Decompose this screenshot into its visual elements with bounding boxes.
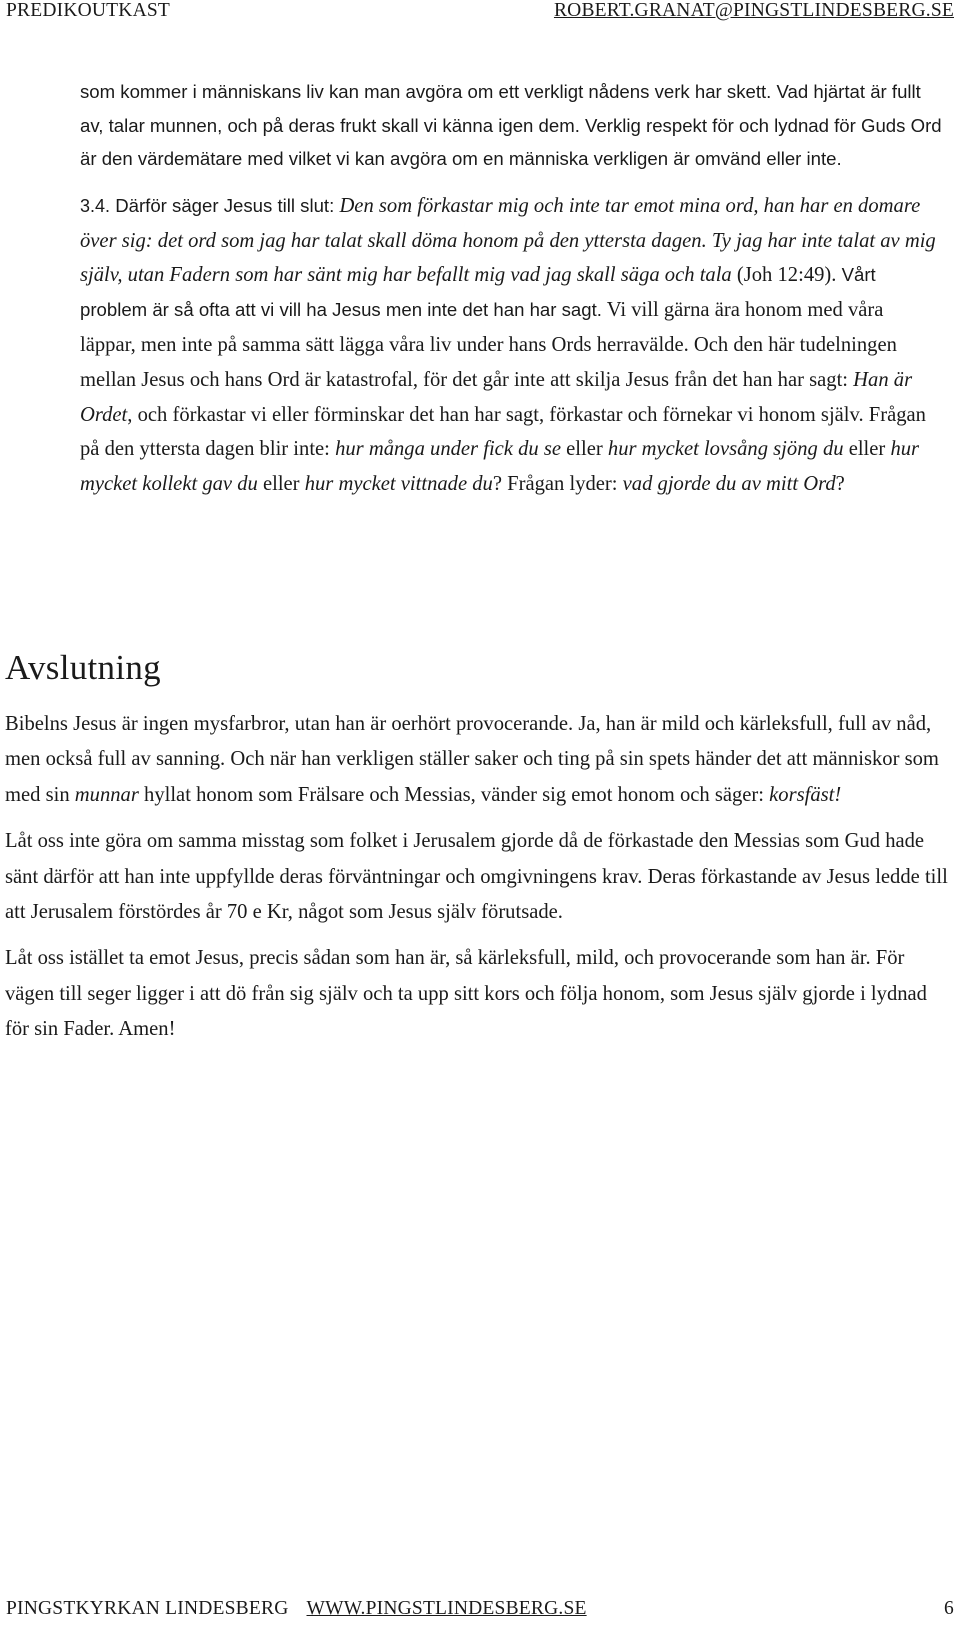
paragraph-text-3: eller [561, 438, 608, 461]
italic-phrase-6: vad gjorde du av mitt Ord [622, 473, 836, 496]
conclusion-text-a: Bibelns Jesus är ingen mysfarbror, utan han är oerhört provocerande. Ja, han är mild och kärleksfull, full av nåd, men också full av sanning. Och när han verkligen ställer saker och ting på sin spets händer det att människor som med sin [5, 713, 939, 806]
paragraph-intro: Därför säger Jesus till slut: [110, 194, 340, 216]
header-email-link[interactable]: ROBERT.GRANAT@PINGSTLINDESBERG.SE [553, 0, 954, 21]
section-heading: Avslutning [5, 648, 161, 687]
section-number: 3.4. [80, 195, 111, 216]
conclusion-text-b: hyllat honom som Frälsare och Messias, vänder sig emot honom och säger: [138, 783, 770, 806]
paragraph-problem: Vårt problem är så ofta att vi vill ha Jesus men inte det han har sagt. [80, 264, 876, 321]
header-title: PREDIKOUTKAST [6, 0, 171, 21]
paragraph-3-4 [80, 189, 942, 502]
italic-phrase-3: hur mycket lovsång sjöng du [607, 438, 844, 461]
sermon-section-continued [80, 75, 942, 502]
conclusion-paragraph-3: Låt oss istället ta emot Jesus, precis sådan som han är, så kärleksfull, mild, och provocerande som han är. För vägen till seger ligger i att dö från sig själv och ta upp sitt kors och följa honom, som Jesus själv gjorde i lydnad för sin Fader. Amen! [5, 947, 927, 1041]
conclusion-paragraph-2: Låt oss inte göra om samma misstag som folket i Jerusalem gjorde då de förkastade den Messias som Gud hade sänt därför att han inte uppfyllde deras förväntningar och omgivningens krav. Deras förkastande av Jesus ledde till att Jerusalem förstördes år 70 e Kr, något som Jesus själv förutsade. [5, 830, 948, 924]
paragraph-text-7: ? [835, 473, 845, 496]
italic-phrase-5: hur mycket vittnade du [304, 473, 493, 496]
italic-phrase-1: Han är Ordet [80, 368, 913, 426]
paragraph-text-1: Vi vill gärna ära honom med våra läppar, men inte på samma sätt lägga våra liv under hans Ords herravälde. Och den här tudelningen mellan Jesus och hans Ord är katastrofal, för det går inte att skilja Jesus från det han har sagt: [80, 299, 897, 391]
paragraph-text-4: eller [843, 438, 891, 461]
page-footer [6, 1598, 954, 1620]
paragraph-text-6: ? Frågan lyder: [492, 473, 623, 496]
paragraph-fruit: som kommer i människans liv kan man avgöra om ett verkligt nådens verk har skett. Vad hjärtat är fullt av, talar munnen, och på deras frukt skall vi känna igen dem. Verklig respekt för och lydnad för Guds Ord är den värdemätare med vilket vi kan avgöra om en människa verkligen är omvänd eller inte. [80, 81, 942, 170]
page-number: 6 [944, 1598, 954, 1619]
italic-phrase-2: hur många under fick du se [335, 438, 561, 461]
bible-quote: Den som förkastar mig och inte tar emot mina ord, han har en domare över sig: det ord som jag har talat skall döma honom på den yttersta dagen. Ty jag har inte talat av mig själv, utan Fadern som har sänt mig har befallt mig vad jag skall säga och tala [80, 194, 936, 287]
italic-phrase-4: hur mycket kollekt gav du [80, 438, 920, 496]
footer-website-link[interactable]: WWW.PINGSTLINDESBERG.SE [306, 1598, 587, 1619]
paragraph-text-5: eller [257, 473, 305, 496]
footer-left [6, 1598, 587, 1620]
conclusion-section [5, 707, 955, 1059]
page-header [6, 0, 954, 22]
conclusion-paragraph-1 [5, 707, 955, 813]
conclusion-italic-1: munnar [74, 783, 139, 806]
bible-reference: (Joh 12:49). [731, 264, 837, 287]
footer-church-name: PINGSTKYRKAN LINDESBERG [6, 1598, 289, 1619]
conclusion-italic-2: korsfäst! [769, 783, 842, 806]
paragraph-text-2: , och förkastar vi eller förminskar det han har sagt, förkastar och förnekar vi honom själv. Frågan på den yttersta dagen blir inte: [80, 403, 926, 461]
